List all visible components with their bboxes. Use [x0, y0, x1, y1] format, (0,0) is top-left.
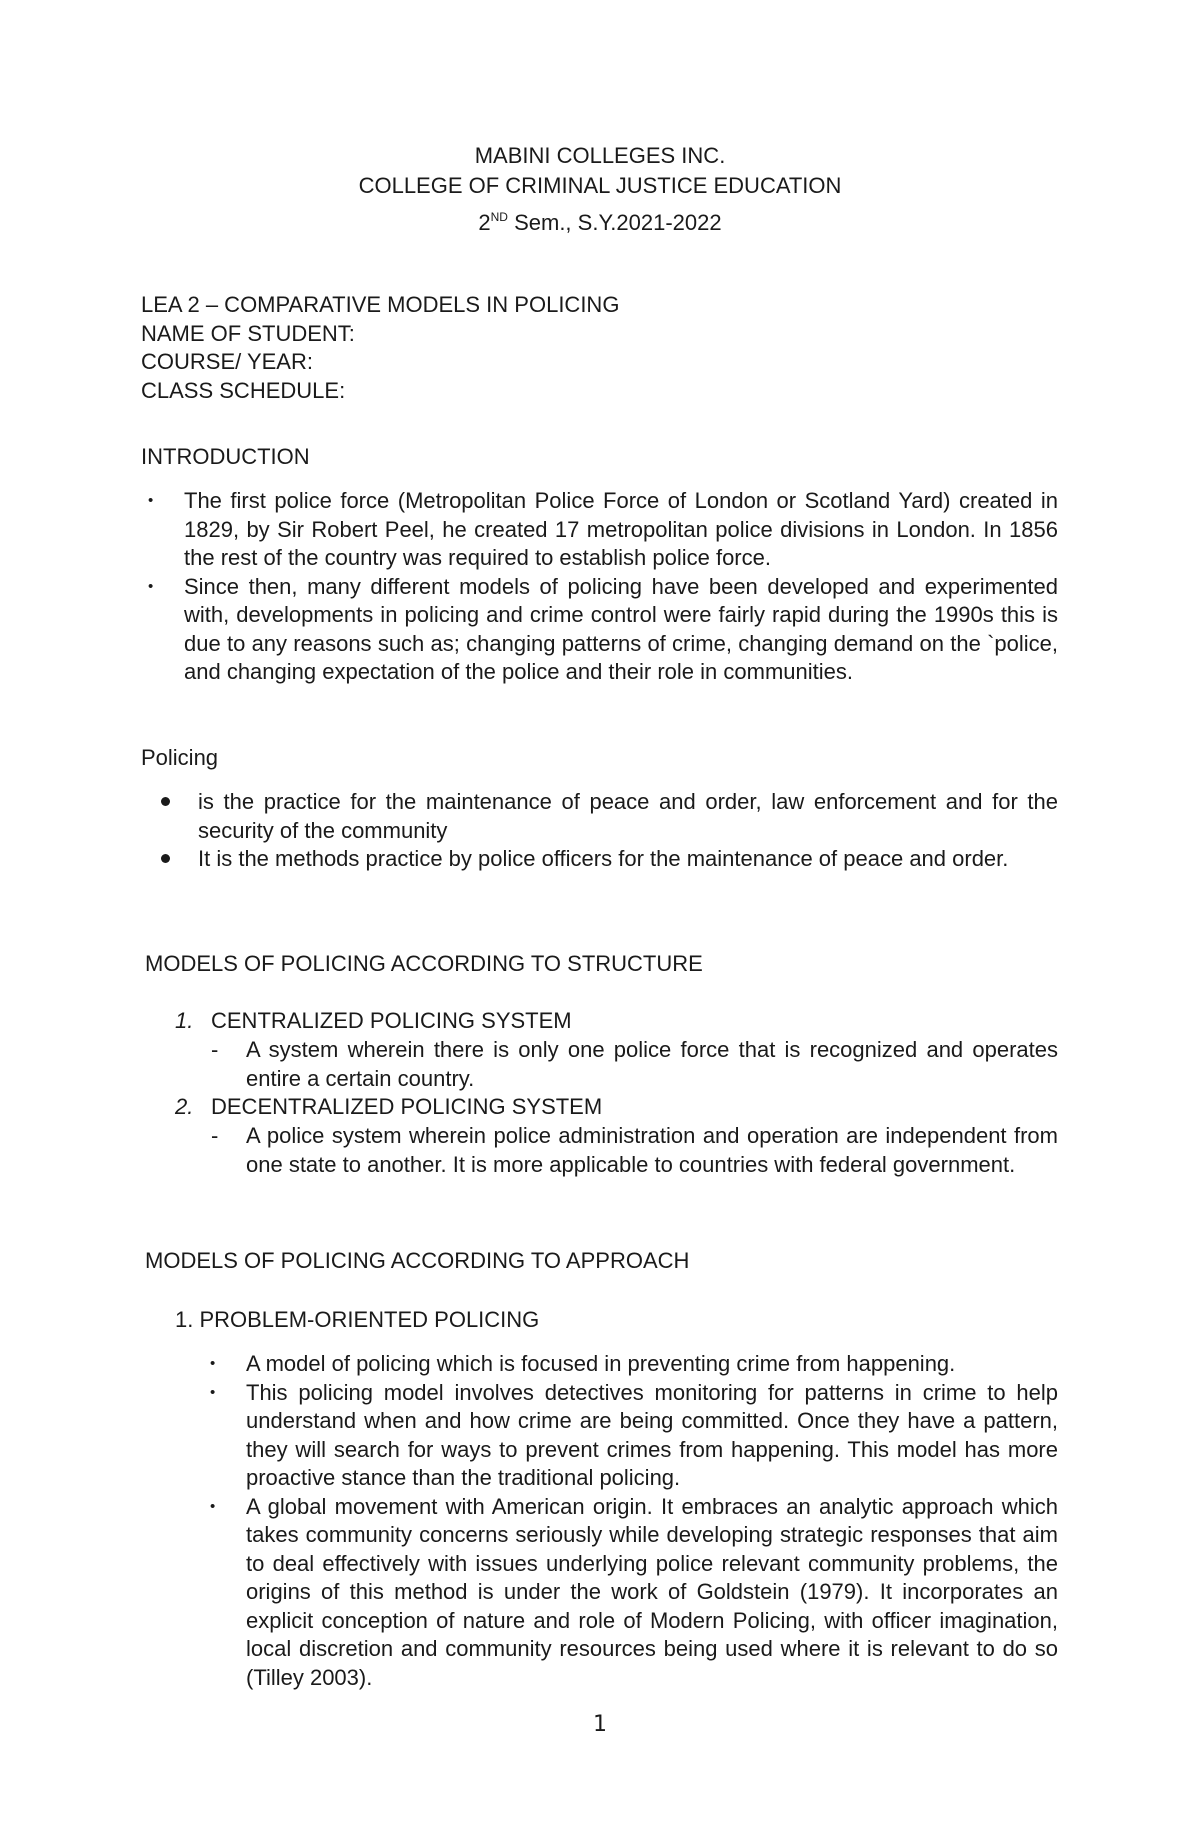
list-item-text: Since then, many different models of policing have been developed and experimented with, developments in policing and crime control were fairly rapid during the 1990s this is due to any reasons such as; changing patterns of crime, changing demand on the `police, and changing expectation of the police and their role in communities.	[184, 573, 1058, 684]
list-item	[148, 487, 1058, 573]
semester-number: 2	[478, 210, 491, 235]
bullet-icon: •	[148, 577, 154, 595]
semester-suffix: ND	[490, 210, 508, 224]
bullet-icon: •	[210, 1355, 216, 1372]
bullet-icon: •	[148, 492, 154, 509]
model-title: DECENTRALIZED POLICING SYSTEM	[211, 1094, 603, 1119]
student-name-label: NAME OF STUDENT:	[141, 320, 355, 346]
structure-model-2-description	[211, 1122, 1058, 1179]
introduction-list	[148, 487, 1058, 687]
introduction-heading: INTRODUCTION	[141, 444, 310, 469]
bullet-icon: •	[210, 1497, 216, 1515]
model-number: 1.	[175, 1008, 194, 1033]
list-item-text: is the practice for the maintenance of peace and order, law enforcement and for the security of the community	[198, 789, 1058, 843]
college-name: COLLEGE OF CRIMINAL JUSTICE EDUCATION	[358, 173, 842, 198]
course-info	[141, 291, 1041, 405]
list-item-text: It is the methods practice by police officers for the maintenance of peace and order.	[198, 846, 1009, 871]
structure-heading: MODELS OF POLICING ACCORDING TO STRUCTURE	[145, 951, 703, 976]
approach-heading: MODELS OF POLICING ACCORDING TO APPROACH	[145, 1248, 690, 1273]
dash-mark: -	[211, 1037, 219, 1062]
school-year: Sem., S.Y.2021-2022	[507, 210, 722, 235]
list-item	[198, 788, 1058, 845]
approach-subheading: 1. PROBLEM-ORIENTED POLICING	[175, 1307, 540, 1332]
policing-list	[198, 788, 1058, 874]
policing-heading: Policing	[141, 745, 219, 770]
model-title: CENTRALIZED POLICING SYSTEM	[211, 1008, 572, 1033]
list-item	[210, 1493, 1058, 1693]
course-year-label: COURSE/ YEAR:	[141, 349, 313, 374]
model-number: 2.	[175, 1094, 194, 1119]
page-number: 1	[593, 1712, 607, 1737]
bullet-dot-icon	[161, 797, 170, 806]
approach-list	[210, 1350, 1058, 1692]
list-item	[148, 573, 1058, 687]
list-item-text: This policing model involves detectives monitoring for patterns in crime to help understand when and how crime are being committed. Once they have a pattern, they will search for ways to prevent crimes from happening. This model has more proactive stance than the traditional policing.	[246, 1379, 1058, 1490]
model-description: A system wherein there is only one police force that is recognized and operates entire a certain country.	[246, 1037, 1058, 1091]
list-item-text: A global movement with American origin. It embraces an analytic approach which takes community concerns seriously while developing strategic responses that aim to deal effectively with issues underlying police relevant community problems, the origins of this method is under the work of Goldstein (1979). It incorporates an explicit conception of nature and role of Modern Policing, with officer imagination, local discretion and community resources being used where it is relevant to do so (Tilley 2003).	[246, 1493, 1058, 1690]
course-title: LEA 2 – COMPARATIVE MODELS IN POLICING	[141, 292, 620, 317]
list-item	[210, 1379, 1058, 1493]
bullet-icon: •	[210, 1383, 216, 1401]
structure-model-1-description	[211, 1036, 1058, 1093]
list-item-text: The first police force (Metropolitan Police Force of London or Scotland Yard) created in 1829, by Sir Robert Peel, he created 17 metropolitan police divisions in London. In 1856 the rest of the country was required to establish police force.	[184, 488, 1058, 570]
list-item-text: A model of policing which is focused in preventing crime from happening.	[246, 1351, 956, 1376]
bullet-dot-icon	[161, 854, 170, 863]
school-name: MABINI COLLEGES INC.	[474, 143, 726, 168]
semester-line	[0, 202, 1200, 238]
dash-mark: -	[211, 1123, 219, 1148]
structure-model-1	[175, 1007, 572, 1036]
model-description: A police system wherein police administration and operation are independent from one state to another. It is more applicable to countries with federal government.	[246, 1123, 1058, 1177]
class-schedule-label: CLASS SCHEDULE:	[141, 377, 346, 403]
list-item	[198, 845, 1058, 874]
structure-model-2	[175, 1093, 603, 1122]
list-item	[210, 1350, 1058, 1379]
